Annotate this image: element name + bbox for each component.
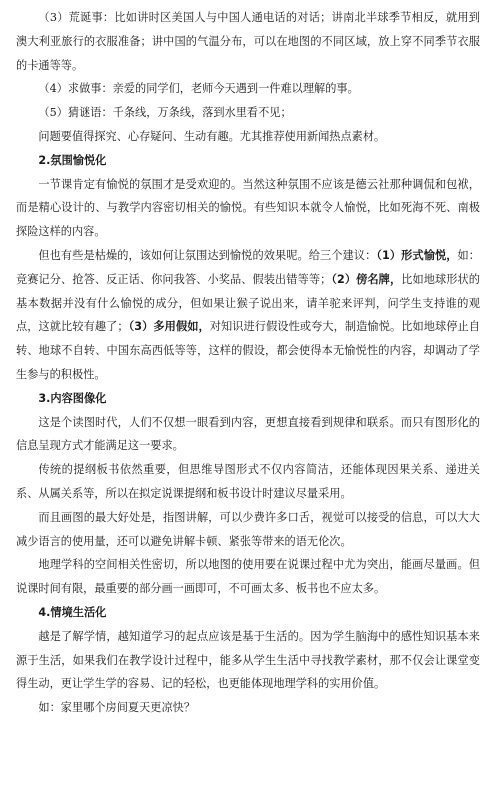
suggestion-3-text: 对知识进行假设性或夸大，制造愉悦。比如地球停止自转、地球不自转、中国东高西低等等，这样的假设，都会使得本无愉悦性的内容，却调动了学生参与的积极性。 [16,320,480,381]
suggestion-2-title: （2）傍名牌， [331,272,402,286]
paragraph-ask-for-help: （4）求做事：亲爱的同学们，老师今天遇到一件难以理解的事。 [38,82,359,96]
section-heading-life-context: 4.情境生活化 [38,605,107,619]
paragraph-visual-era: 这是个读图时代，人们不仅想一眼看到内容，更想直接看到规律和联系。而只有图形化的信息呈现方式才能满足这一要求。 [16,415,480,453]
paragraph-map-usage: 地理学科的空间相关性密切，所以地图的使用要在说课过程中尤为突出，能画尽量画。但说课时间有限，最重要的部分画一画即可，不可画太多、板书也不应太多。 [16,558,480,596]
paragraph-mind-map: 传统的提纲板书依然重要，但思维导图形式不仅内容简洁，还能体现因果关系、递进关系、从属关系等，所以在拟定说课提纲和板书设计时建议尽量采用。 [16,463,480,500]
paragraph-atmosphere-intro: 一节课肯定有愉悦的氛围才是受欢迎的。当然这种氛围不应该是德云社那种调侃和包袱，而是精心设计的、与教学内容密切相关的愉悦。有些知识本就令人愉悦，比如死海不死、南极探险这样的内容。 [16,177,480,239]
section-heading-atmosphere: 2.氛围愉悦化 [38,153,107,167]
suggestions-lead: 但也有些是枯燥的，该如何让氛围达到愉悦的效果呢。给三个建议： [38,248,377,262]
paragraph-question-criteria: 问题要值得探究、心存疑问、生动有趣。尤其推荐使用新闻热点素材。 [38,129,386,143]
suggestion-1-title: （1）形式愉悦， [376,248,458,262]
suggestion-3-title: （3）多用假如， [128,320,210,334]
suggestion-2-text: 比如地球形状的基本数据并没有什么愉悦的成分，但如果让猴子说出来，请羊驼来评判，问学生支持谁的观点，这就比较有趣了； [16,272,480,334]
suggestion-1-text: 如：竞赛记分、抢答、反正话、你问我答、小奖品、假装出错等等； [16,248,480,286]
paragraph-drawing-benefits: 而且画图的最大好处是，指图讲解，可以少费许多口舌，视觉可以接受的信息，可以大大减少语言的使用量，还可以避免讲解卡顿、紧张等带来的语无伦次。 [16,510,480,548]
paragraph-atmosphere-suggestions [16,244,480,387]
paragraph-life-context: 越是了解学情，越知道学习的起点应该是基于生活的。因为学生脑海中的感性知识基本来源于生活，如果我们在教学设计过程中，能多从学生生活中寻找教学素材，那不仅会让课堂变得生动，更让学生学的容易、记的轻松，也更能体现地理学科的实用价值。 [16,629,480,691]
paragraph-riddle: （5）猜谜语：千条线，万条线，落到水里看不见； [38,106,292,120]
paragraph-absurd-example: （3）荒诞事：比如讲时区美国人与中国人通电话的对话；讲南北半球季节相反，就用到澳大利亚旅行的衣服准备；讲中国的气温分布，可以在地图的不同区域，放上穿不同季节衣服的卡通等等。 [16,11,480,72]
section-heading-visualization: 3.内容图像化 [38,391,107,405]
paragraph-example-question: 如：家里哪个房间夏天更凉快？ [38,701,196,715]
